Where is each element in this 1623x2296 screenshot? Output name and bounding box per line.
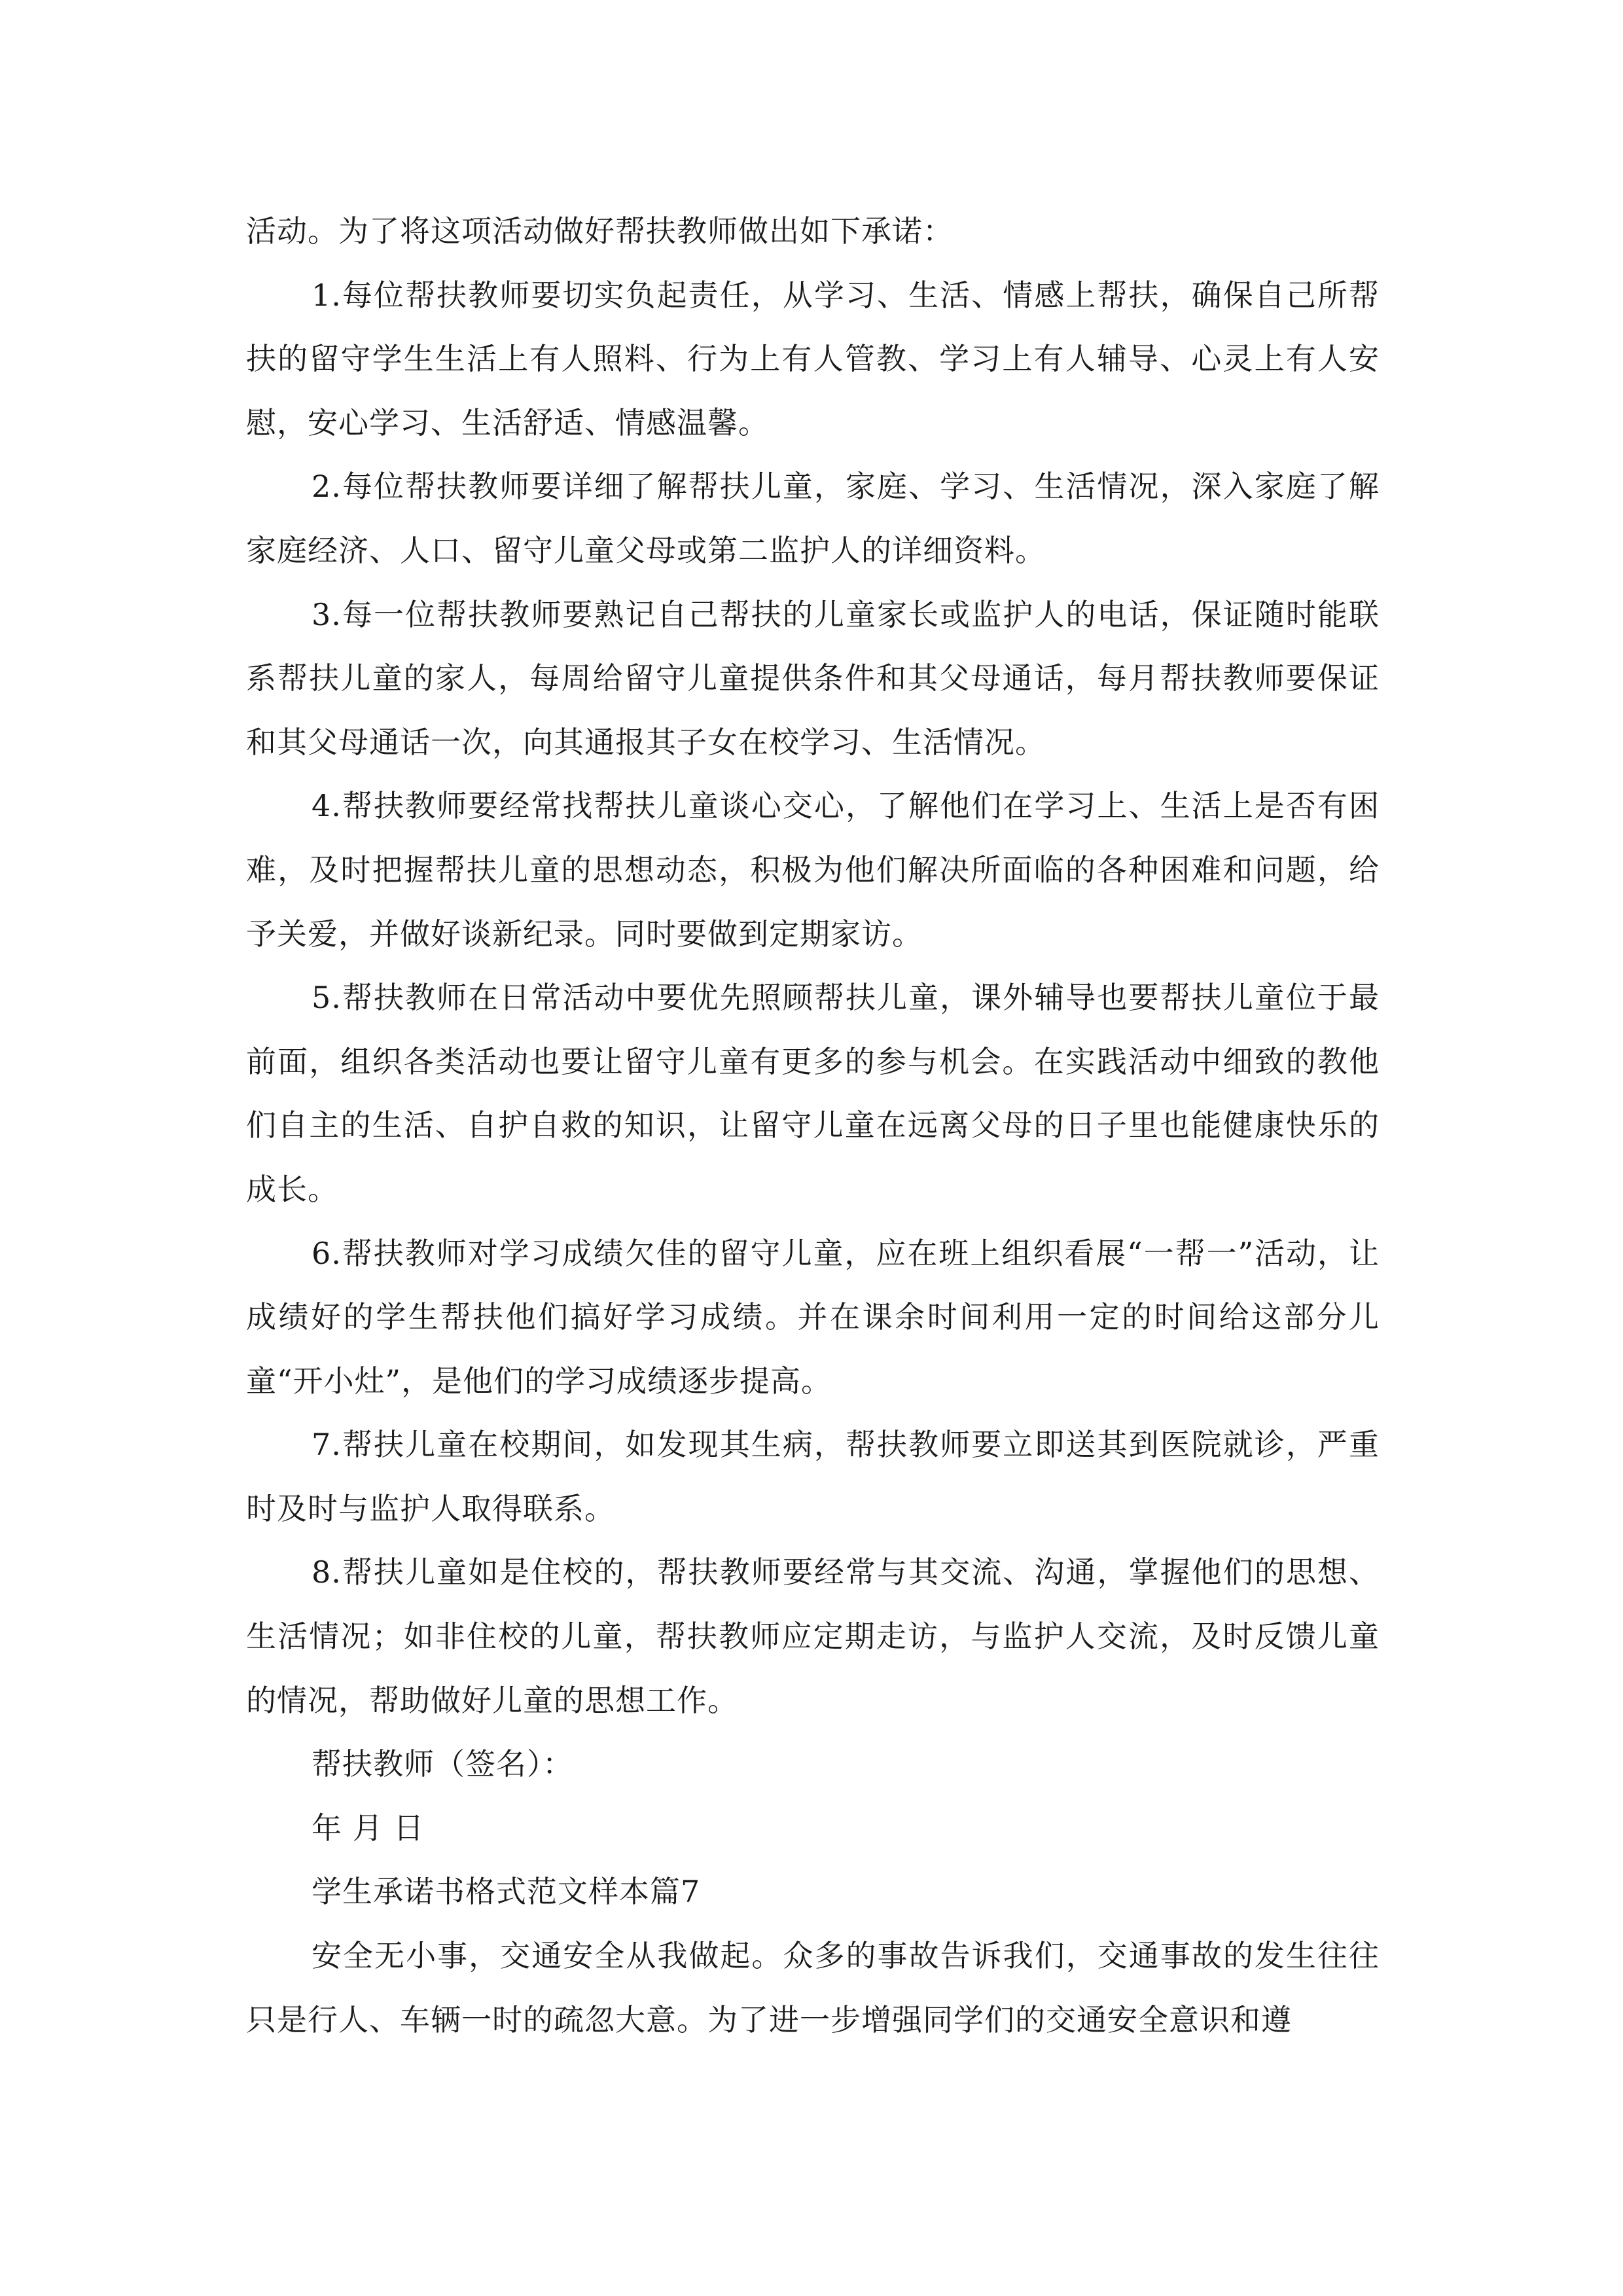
paragraph-item-8: 8.帮扶儿童如是住校的，帮扶教师要经常与其交流、沟通，掌握他们的思想、生活情况；如非住校的儿童，帮扶教师应定期走访，与监护人交流，及时反馈儿童的情况，帮助做好儿童的思想工作。	[246, 1554, 1380, 1718]
paragraph-item-6: 6.帮扶教师对学习成绩欠佳的留守儿童，应在班上组织看展“一帮一”活动，让成绩好的学生帮扶他们搞好学习成绩。并在课余时间利用一定的时间给这部分儿童“开小灶”，是他们的学习成绩逐步提高。	[246, 1235, 1380, 1399]
signature-line: 帮扶教师（签名）：	[312, 1746, 573, 1782]
paragraph-item-3: 3.每一位帮扶教师要熟记自己帮扶的儿童家长或监护人的电话，保证随时能联系帮扶儿童的家人，每周给留守儿童提供条件和其父母通话，每月帮扶教师要保证和其父母通话一次，向其通报其子女在校学习、生活情况。	[246, 596, 1380, 760]
document-body	[246, 200, 1380, 2052]
paragraph-item-4: 4.帮扶教师要经常找帮扶儿童谈心交心，了解他们在学习上、生活上是否有困难，及时把握帮扶儿童的思想动态，积极为他们解决所面临的各种困难和问题，给予关爱，并做好谈新纪录。同时要做到定期家访。	[246, 788, 1380, 952]
date-line: 年 月 日	[312, 1810, 425, 1846]
section-heading: 学生承诺书格式范文样本篇7	[312, 1874, 701, 1910]
paragraph-continuation: 活动。为了将这项活动做好帮扶教师做出如下承诺：	[246, 213, 954, 249]
paragraph-item-7: 7.帮扶儿童在校期间，如发现其生病，帮扶教师要立即送其到医院就诊，严重时及时与监护人取得联系。	[246, 1427, 1380, 1526]
paragraph-item-1: 1.每位帮扶教师要切实负起责任，从学习、生活、情感上帮扶，确保自己所帮扶的留守学生生活上有人照料、行为上有人管教、学习上有人辅导、心灵上有人安慰，安心学习、生活舒适、情感温馨。	[246, 277, 1380, 440]
paragraph-item-2: 2.每位帮扶教师要详细了解帮扶儿童，家庭、学习、生活情况，深入家庭了解家庭经济、人口、留守儿童父母或第二监护人的详细资料。	[246, 469, 1380, 568]
paragraph-section-7-intro: 安全无小事，交通安全从我做起。众多的事故告诉我们，交通事故的发生往往只是行人、车辆一时的疏忽大意。为了进一步增强同学们的交通安全意识和遵	[246, 1938, 1380, 2037]
paragraph-item-5: 5.帮扶教师在日常活动中要优先照顾帮扶儿童，课外辅导也要帮扶儿童位于最前面，组织各类活动也要让留守儿童有更多的参与机会。在实践活动中细致的教他们自主的生活、自护自救的知识，让留守儿童在远离父母的日子里也能健康快乐的成长。	[246, 980, 1380, 1207]
